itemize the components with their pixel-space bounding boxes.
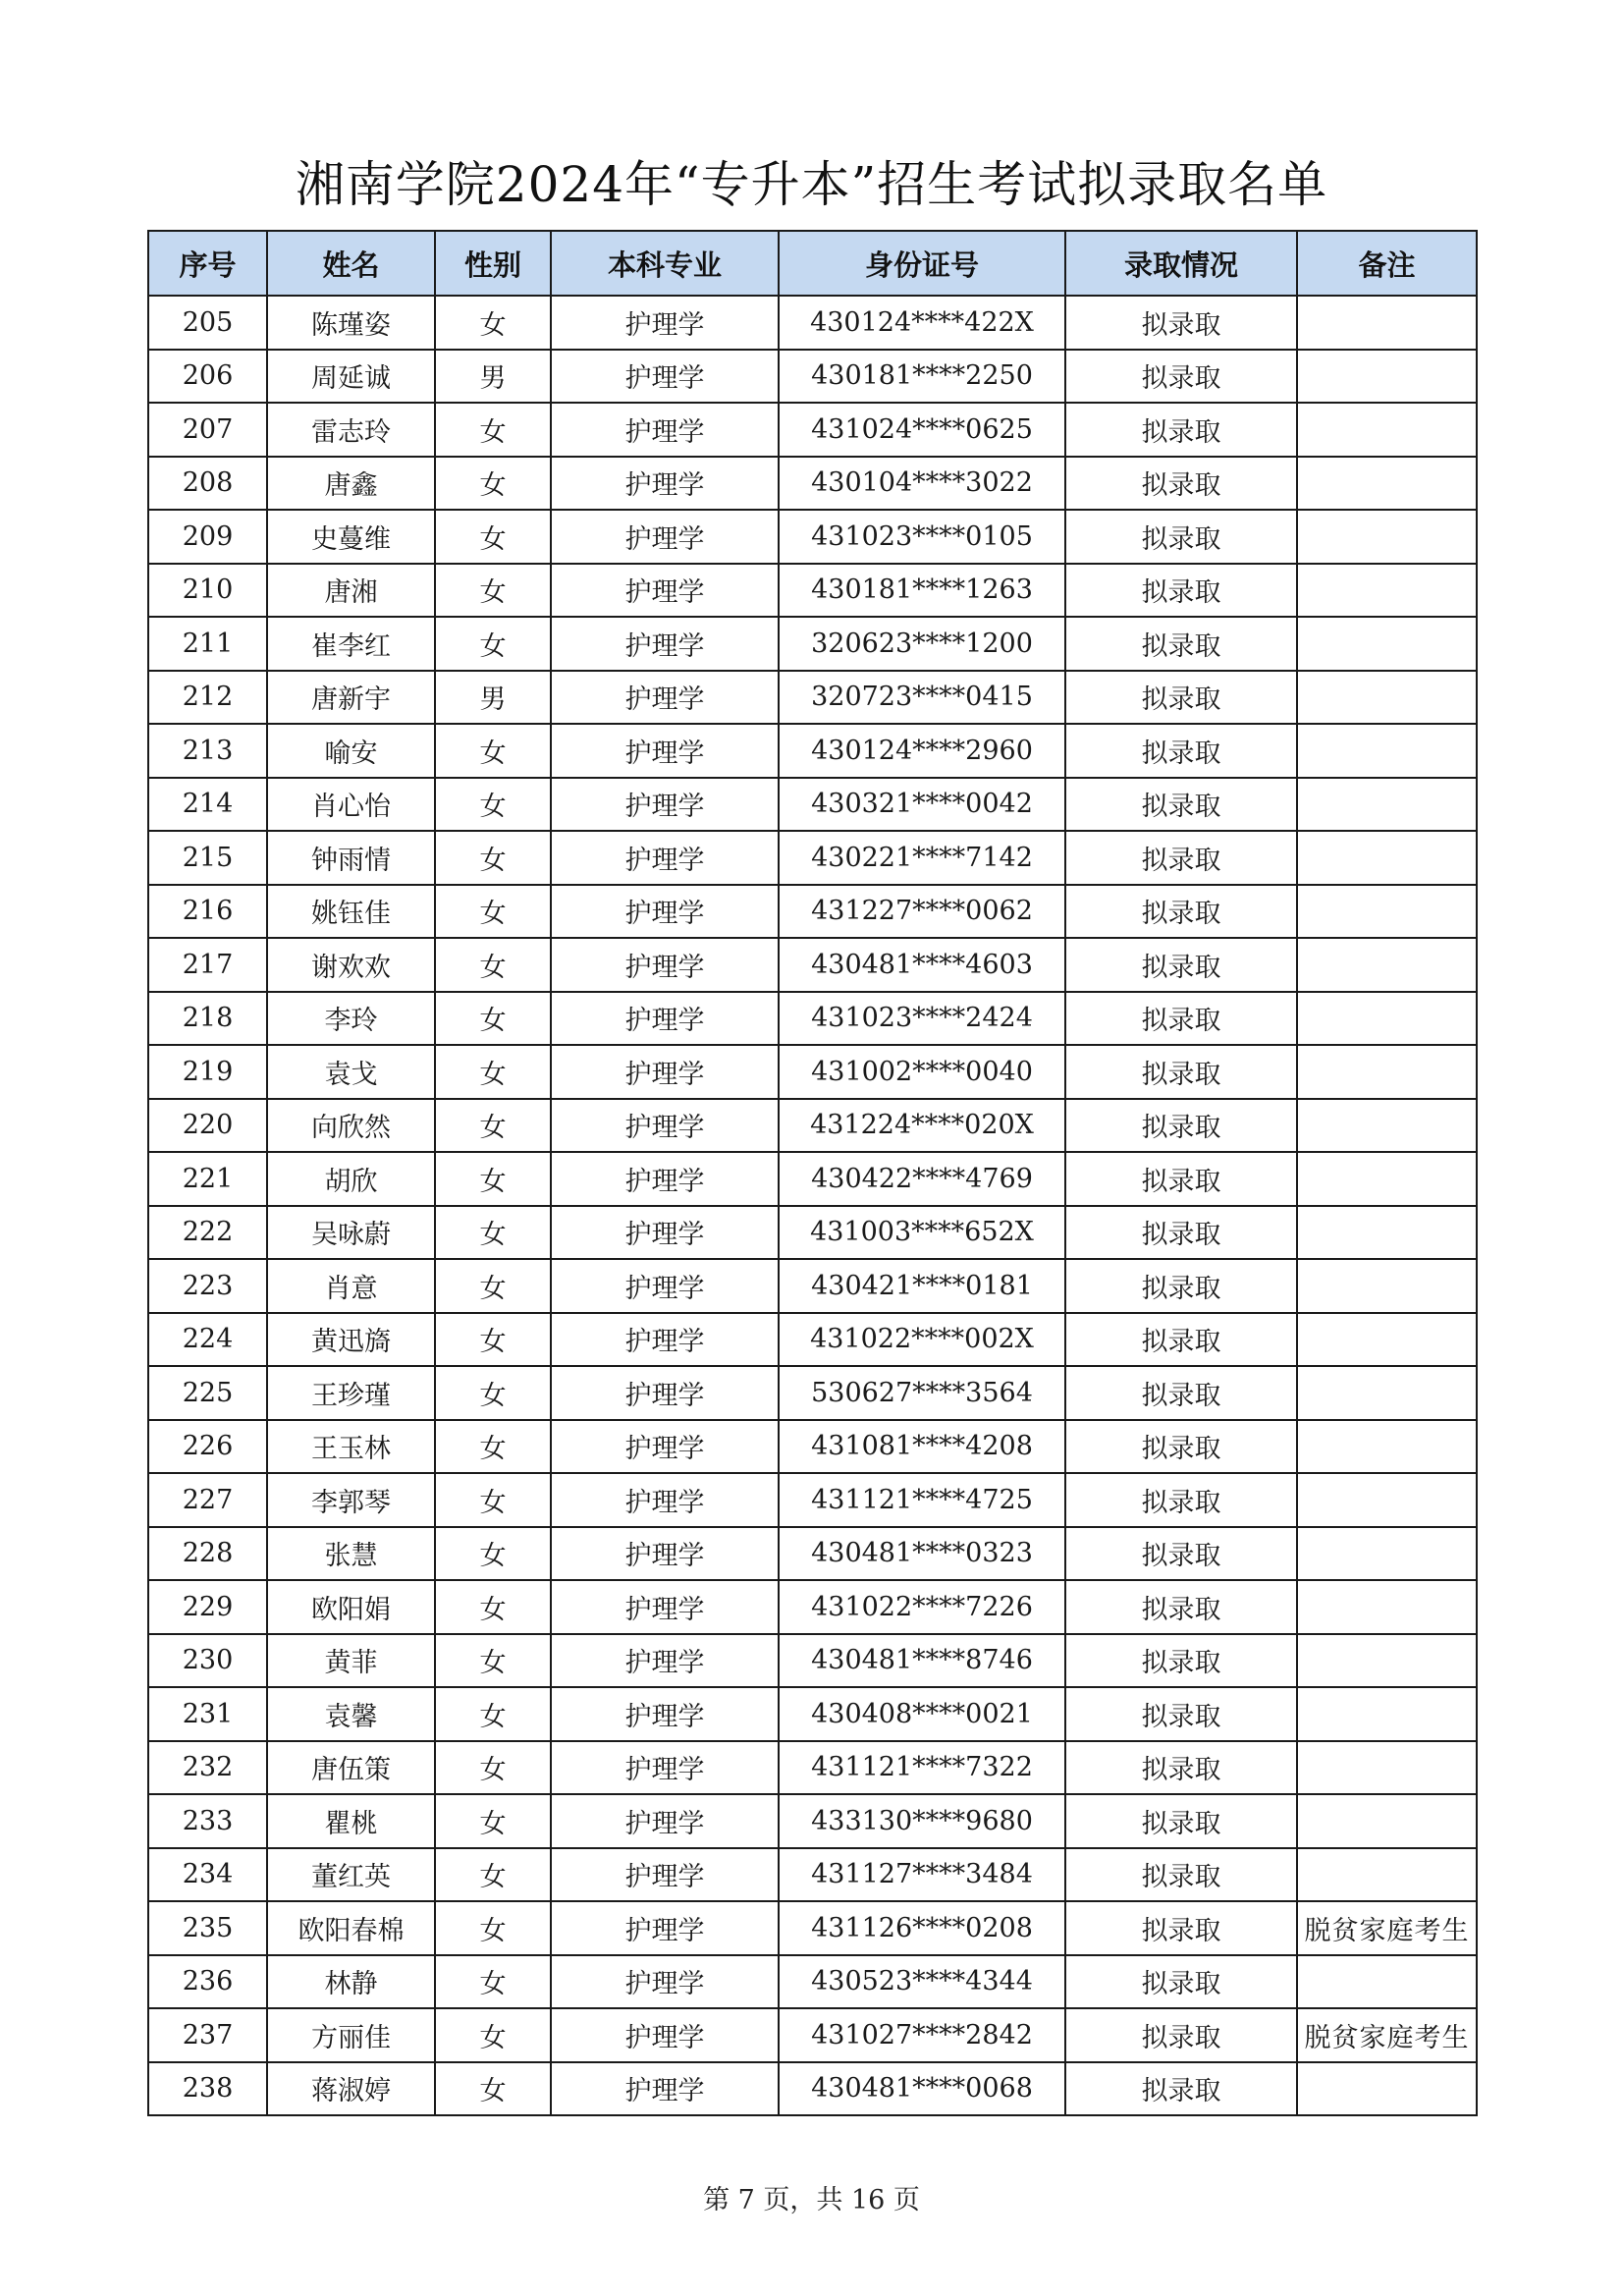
- cell-major: 护理学: [551, 564, 779, 618]
- cell-id-number: 430408****0021: [779, 1687, 1065, 1741]
- cell-admission-status: 拟录取: [1065, 1527, 1297, 1581]
- cell-name: 李郭琴: [267, 1473, 435, 1527]
- cell-gender: 女: [435, 617, 551, 671]
- cell-gender: 女: [435, 1901, 551, 1955]
- cell-name: 喻安: [267, 724, 435, 778]
- cell-admission-status: 拟录取: [1065, 831, 1297, 885]
- header-major: 本科专业: [551, 231, 779, 296]
- cell-serial: 221: [148, 1152, 267, 1206]
- table-row: [148, 724, 1477, 778]
- cell-gender: 女: [435, 885, 551, 939]
- cell-name: 谢欢欢: [267, 938, 435, 992]
- cell-major: 护理学: [551, 1420, 779, 1474]
- cell-admission-status: 拟录取: [1065, 1955, 1297, 2009]
- cell-id-number: 431127****3484: [779, 1848, 1065, 1902]
- cell-id-number: 430481****0068: [779, 2062, 1065, 2116]
- cell-id-number: 430421****0181: [779, 1259, 1065, 1313]
- cell-name: 唐鑫: [267, 457, 435, 511]
- cell-admission-status: 拟录取: [1065, 564, 1297, 618]
- cell-name: 唐伍策: [267, 1741, 435, 1795]
- cell-gender: 女: [435, 2062, 551, 2116]
- table-row: [148, 1527, 1477, 1581]
- table-row: [148, 1955, 1477, 2009]
- cell-name: 黄迅旖: [267, 1313, 435, 1367]
- cell-name: 董红英: [267, 1848, 435, 1902]
- cell-id-number: 431121****4725: [779, 1473, 1065, 1527]
- cell-admission-status: 拟录取: [1065, 1580, 1297, 1634]
- cell-name: 肖心怡: [267, 778, 435, 832]
- cell-id-number: 430481****0323: [779, 1527, 1065, 1581]
- cell-id-number: 320623****1200: [779, 617, 1065, 671]
- cell-gender: 女: [435, 1045, 551, 1099]
- cell-name: 张慧: [267, 1527, 435, 1581]
- cell-major: 护理学: [551, 671, 779, 725]
- table-row: [148, 1741, 1477, 1795]
- cell-gender: 女: [435, 1366, 551, 1420]
- cell-admission-status: 拟录取: [1065, 778, 1297, 832]
- cell-gender: 女: [435, 1580, 551, 1634]
- table-row: [148, 1366, 1477, 1420]
- cell-id-number: 430181****1263: [779, 564, 1065, 618]
- cell-serial: 227: [148, 1473, 267, 1527]
- cell-remarks: 脱贫家庭考生: [1297, 1901, 1477, 1955]
- cell-major: 护理学: [551, 1473, 779, 1527]
- cell-gender: 女: [435, 1206, 551, 1260]
- cell-major: 护理学: [551, 1045, 779, 1099]
- cell-gender: 女: [435, 296, 551, 350]
- cell-name: 崔李红: [267, 617, 435, 671]
- cell-id-number: 430481****4603: [779, 938, 1065, 992]
- cell-id-number: 433130****9680: [779, 1794, 1065, 1848]
- cell-remarks: [1297, 1473, 1477, 1527]
- cell-name: 陈瑾姿: [267, 296, 435, 350]
- cell-id-number: 530627****3564: [779, 1366, 1065, 1420]
- cell-gender: 女: [435, 778, 551, 832]
- cell-remarks: [1297, 724, 1477, 778]
- cell-name: 李玲: [267, 992, 435, 1046]
- cell-admission-status: 拟录取: [1065, 1045, 1297, 1099]
- cell-id-number: 431023****2424: [779, 992, 1065, 1046]
- cell-remarks: [1297, 617, 1477, 671]
- cell-id-number: 430104****3022: [779, 457, 1065, 511]
- cell-serial: 220: [148, 1099, 267, 1153]
- cell-serial: 226: [148, 1420, 267, 1474]
- cell-major: 护理学: [551, 457, 779, 511]
- cell-major: 护理学: [551, 1955, 779, 2009]
- cell-serial: 217: [148, 938, 267, 992]
- cell-serial: 208: [148, 457, 267, 511]
- cell-remarks: [1297, 831, 1477, 885]
- cell-serial: 213: [148, 724, 267, 778]
- cell-serial: 229: [148, 1580, 267, 1634]
- cell-gender: 女: [435, 992, 551, 1046]
- cell-admission-status: 拟录取: [1065, 1473, 1297, 1527]
- cell-remarks: [1297, 564, 1477, 618]
- cell-gender: 女: [435, 1473, 551, 1527]
- cell-remarks: [1297, 778, 1477, 832]
- table-row: [148, 831, 1477, 885]
- table-row: [148, 938, 1477, 992]
- cell-admission-status: 拟录取: [1065, 2062, 1297, 2116]
- cell-serial: 224: [148, 1313, 267, 1367]
- cell-admission-status: 拟录取: [1065, 1313, 1297, 1367]
- cell-major: 护理学: [551, 778, 779, 832]
- cell-remarks: [1297, 1206, 1477, 1260]
- cell-id-number: 430124****2960: [779, 724, 1065, 778]
- cell-major: 护理学: [551, 1527, 779, 1581]
- cell-id-number: 431023****0105: [779, 510, 1065, 564]
- cell-id-number: 430124****422X: [779, 296, 1065, 350]
- cell-serial: 232: [148, 1741, 267, 1795]
- cell-gender: 女: [435, 724, 551, 778]
- cell-gender: 女: [435, 831, 551, 885]
- table-row: [148, 1420, 1477, 1474]
- cell-name: 黄菲: [267, 1634, 435, 1688]
- cell-id-number: 431224****020X: [779, 1099, 1065, 1153]
- cell-remarks: [1297, 1045, 1477, 1099]
- cell-id-number: 320723****0415: [779, 671, 1065, 725]
- cell-serial: 207: [148, 403, 267, 457]
- cell-major: 护理学: [551, 724, 779, 778]
- header-gender: 性别: [435, 231, 551, 296]
- cell-serial: 235: [148, 1901, 267, 1955]
- cell-name: 欧阳娟: [267, 1580, 435, 1634]
- cell-remarks: [1297, 1848, 1477, 1902]
- cell-remarks: [1297, 1259, 1477, 1313]
- cell-remarks: [1297, 1420, 1477, 1474]
- cell-id-number: 430221****7142: [779, 831, 1065, 885]
- cell-name: 钟雨情: [267, 831, 435, 885]
- cell-gender: 女: [435, 1741, 551, 1795]
- cell-gender: 女: [435, 1099, 551, 1153]
- cell-remarks: [1297, 885, 1477, 939]
- cell-major: 护理学: [551, 1901, 779, 1955]
- cell-id-number: 431024****0625: [779, 403, 1065, 457]
- cell-gender: 女: [435, 1259, 551, 1313]
- cell-admission-status: 拟录取: [1065, 2008, 1297, 2062]
- cell-gender: 女: [435, 510, 551, 564]
- cell-remarks: [1297, 296, 1477, 350]
- header-admission-status: 录取情况: [1065, 231, 1297, 296]
- cell-major: 护理学: [551, 1152, 779, 1206]
- header-id-number: 身份证号: [779, 231, 1065, 296]
- cell-major: 护理学: [551, 1794, 779, 1848]
- cell-major: 护理学: [551, 938, 779, 992]
- cell-name: 向欣然: [267, 1099, 435, 1153]
- cell-major: 护理学: [551, 1366, 779, 1420]
- cell-gender: 女: [435, 1687, 551, 1741]
- cell-serial: 216: [148, 885, 267, 939]
- cell-remarks: [1297, 1313, 1477, 1367]
- cell-major: 护理学: [551, 1687, 779, 1741]
- cell-serial: 230: [148, 1634, 267, 1688]
- cell-serial: 210: [148, 564, 267, 618]
- cell-remarks: 脱贫家庭考生: [1297, 2008, 1477, 2062]
- cell-serial: 218: [148, 992, 267, 1046]
- cell-gender: 女: [435, 1955, 551, 2009]
- header-name: 姓名: [267, 231, 435, 296]
- cell-admission-status: 拟录取: [1065, 1794, 1297, 1848]
- table-row: [148, 671, 1477, 725]
- cell-name: 蒋淑婷: [267, 2062, 435, 2116]
- cell-remarks: [1297, 938, 1477, 992]
- cell-major: 护理学: [551, 992, 779, 1046]
- cell-gender: 女: [435, 1848, 551, 1902]
- cell-serial: 222: [148, 1206, 267, 1260]
- cell-serial: 236: [148, 1955, 267, 2009]
- cell-serial: 228: [148, 1527, 267, 1581]
- cell-admission-status: 拟录取: [1065, 457, 1297, 511]
- cell-name: 史蔓维: [267, 510, 435, 564]
- cell-name: 瞿桃: [267, 1794, 435, 1848]
- cell-serial: 215: [148, 831, 267, 885]
- cell-remarks: [1297, 1527, 1477, 1581]
- table-row: [148, 1313, 1477, 1367]
- cell-name: 王珍瑾: [267, 1366, 435, 1420]
- cell-id-number: 430181****2250: [779, 350, 1065, 404]
- cell-admission-status: 拟录取: [1065, 1099, 1297, 1153]
- cell-id-number: 430481****8746: [779, 1634, 1065, 1688]
- table-row: [148, 1687, 1477, 1741]
- cell-id-number: 431227****0062: [779, 885, 1065, 939]
- cell-major: 护理学: [551, 1741, 779, 1795]
- cell-admission-status: 拟录取: [1065, 1259, 1297, 1313]
- cell-major: 护理学: [551, 1634, 779, 1688]
- cell-admission-status: 拟录取: [1065, 1634, 1297, 1688]
- cell-serial: 238: [148, 2062, 267, 2116]
- cell-major: 护理学: [551, 1313, 779, 1367]
- table-body: [148, 296, 1477, 2115]
- table-row: [148, 1152, 1477, 1206]
- cell-major: 护理学: [551, 831, 779, 885]
- cell-name: 肖意: [267, 1259, 435, 1313]
- cell-admission-status: 拟录取: [1065, 1687, 1297, 1741]
- cell-id-number: 430523****4344: [779, 1955, 1065, 2009]
- table-row: [148, 510, 1477, 564]
- table-row: [148, 350, 1477, 404]
- cell-remarks: [1297, 457, 1477, 511]
- cell-name: 姚钰佳: [267, 885, 435, 939]
- table-row: [148, 1045, 1477, 1099]
- cell-gender: 女: [435, 403, 551, 457]
- cell-admission-status: 拟录取: [1065, 1152, 1297, 1206]
- cell-major: 护理学: [551, 1580, 779, 1634]
- cell-serial: 206: [148, 350, 267, 404]
- cell-remarks: [1297, 992, 1477, 1046]
- table-row: [148, 1848, 1477, 1902]
- cell-serial: 209: [148, 510, 267, 564]
- cell-id-number: 431126****0208: [779, 1901, 1065, 1955]
- table-row: [148, 564, 1477, 618]
- page-number: 第 7 页，共 16 页: [703, 2185, 920, 2215]
- cell-gender: 女: [435, 2008, 551, 2062]
- cell-remarks: [1297, 1634, 1477, 1688]
- cell-major: 护理学: [551, 2062, 779, 2116]
- cell-major: 护理学: [551, 1259, 779, 1313]
- cell-gender: 女: [435, 1527, 551, 1581]
- cell-gender: 男: [435, 671, 551, 725]
- cell-gender: 女: [435, 1420, 551, 1474]
- cell-major: 护理学: [551, 1206, 779, 1260]
- cell-remarks: [1297, 1099, 1477, 1153]
- header-remarks: 备注: [1297, 231, 1477, 296]
- cell-major: 护理学: [551, 617, 779, 671]
- cell-admission-status: 拟录取: [1065, 1206, 1297, 1260]
- cell-admission-status: 拟录取: [1065, 724, 1297, 778]
- cell-major: 护理学: [551, 510, 779, 564]
- cell-remarks: [1297, 350, 1477, 404]
- cell-serial: 225: [148, 1366, 267, 1420]
- cell-admission-status: 拟录取: [1065, 296, 1297, 350]
- cell-serial: 233: [148, 1794, 267, 1848]
- cell-remarks: [1297, 1955, 1477, 2009]
- cell-admission-status: 拟录取: [1065, 1420, 1297, 1474]
- cell-name: 胡欣: [267, 1152, 435, 1206]
- table-row: [148, 2008, 1477, 2062]
- cell-admission-status: 拟录取: [1065, 1901, 1297, 1955]
- cell-name: 雷志玲: [267, 403, 435, 457]
- table-row: [148, 1259, 1477, 1313]
- cell-remarks: [1297, 1366, 1477, 1420]
- cell-admission-status: 拟录取: [1065, 992, 1297, 1046]
- table-row: [148, 296, 1477, 350]
- table-row: [148, 1473, 1477, 1527]
- table-row: [148, 1634, 1477, 1688]
- cell-serial: 231: [148, 1687, 267, 1741]
- cell-remarks: [1297, 1152, 1477, 1206]
- header-serial: 序号: [148, 231, 267, 296]
- cell-id-number: 430321****0042: [779, 778, 1065, 832]
- table-row: [148, 1099, 1477, 1153]
- cell-name: 方丽佳: [267, 2008, 435, 2062]
- cell-remarks: [1297, 510, 1477, 564]
- cell-major: 护理学: [551, 1848, 779, 1902]
- cell-remarks: [1297, 403, 1477, 457]
- cell-name: 袁戈: [267, 1045, 435, 1099]
- cell-gender: 男: [435, 350, 551, 404]
- cell-admission-status: 拟录取: [1065, 885, 1297, 939]
- cell-id-number: 431121****7322: [779, 1741, 1065, 1795]
- cell-id-number: 431081****4208: [779, 1420, 1065, 1474]
- cell-gender: 女: [435, 564, 551, 618]
- cell-remarks: [1297, 1687, 1477, 1741]
- cell-name: 王玉林: [267, 1420, 435, 1474]
- cell-admission-status: 拟录取: [1065, 1848, 1297, 1902]
- table-row: [148, 457, 1477, 511]
- cell-remarks: [1297, 2062, 1477, 2116]
- cell-id-number: 431027****2842: [779, 2008, 1065, 2062]
- table-row: [148, 1901, 1477, 1955]
- cell-admission-status: 拟录取: [1065, 1366, 1297, 1420]
- cell-gender: 女: [435, 457, 551, 511]
- cell-gender: 女: [435, 1152, 551, 1206]
- cell-name: 欧阳春棉: [267, 1901, 435, 1955]
- cell-admission-status: 拟录取: [1065, 671, 1297, 725]
- table-row: [148, 885, 1477, 939]
- table-row: [148, 403, 1477, 457]
- table-row: [148, 2062, 1477, 2116]
- cell-major: 护理学: [551, 350, 779, 404]
- cell-admission-status: 拟录取: [1065, 510, 1297, 564]
- cell-major: 护理学: [551, 403, 779, 457]
- page-title: 湘南学院2024年“专升本”招生考试拟录取名单: [295, 156, 1328, 213]
- cell-remarks: [1297, 1580, 1477, 1634]
- cell-major: 护理学: [551, 1099, 779, 1153]
- cell-id-number: 431002****0040: [779, 1045, 1065, 1099]
- cell-gender: 女: [435, 1313, 551, 1367]
- cell-id-number: 431003****652X: [779, 1206, 1065, 1260]
- cell-serial: 219: [148, 1045, 267, 1099]
- cell-remarks: [1297, 671, 1477, 725]
- table-row: [148, 778, 1477, 832]
- cell-remarks: [1297, 1741, 1477, 1795]
- cell-id-number: 431022****002X: [779, 1313, 1065, 1367]
- cell-admission-status: 拟录取: [1065, 617, 1297, 671]
- cell-gender: 女: [435, 1634, 551, 1688]
- cell-serial: 214: [148, 778, 267, 832]
- cell-major: 护理学: [551, 296, 779, 350]
- cell-admission-status: 拟录取: [1065, 350, 1297, 404]
- cell-name: 唐湘: [267, 564, 435, 618]
- cell-name: 吴咏蔚: [267, 1206, 435, 1260]
- cell-admission-status: 拟录取: [1065, 938, 1297, 992]
- cell-serial: 237: [148, 2008, 267, 2062]
- table-row: [148, 1206, 1477, 1260]
- cell-serial: 211: [148, 617, 267, 671]
- admission-table: [147, 230, 1478, 2116]
- cell-gender: 女: [435, 938, 551, 992]
- cell-name: 林静: [267, 1955, 435, 2009]
- cell-name: 袁馨: [267, 1687, 435, 1741]
- table-row: [148, 617, 1477, 671]
- cell-serial: 223: [148, 1259, 267, 1313]
- cell-gender: 女: [435, 1794, 551, 1848]
- cell-name: 唐新宇: [267, 671, 435, 725]
- table-row: [148, 992, 1477, 1046]
- cell-id-number: 431022****7226: [779, 1580, 1065, 1634]
- cell-major: 护理学: [551, 885, 779, 939]
- cell-id-number: 430422****4769: [779, 1152, 1065, 1206]
- table-row: [148, 1794, 1477, 1848]
- cell-admission-status: 拟录取: [1065, 1741, 1297, 1795]
- cell-remarks: [1297, 1794, 1477, 1848]
- cell-name: 周延诚: [267, 350, 435, 404]
- table-row: [148, 1580, 1477, 1634]
- cell-serial: 205: [148, 296, 267, 350]
- cell-admission-status: 拟录取: [1065, 403, 1297, 457]
- cell-serial: 212: [148, 671, 267, 725]
- cell-major: 护理学: [551, 2008, 779, 2062]
- cell-serial: 234: [148, 1848, 267, 1902]
- table-header-row: [148, 231, 1477, 296]
